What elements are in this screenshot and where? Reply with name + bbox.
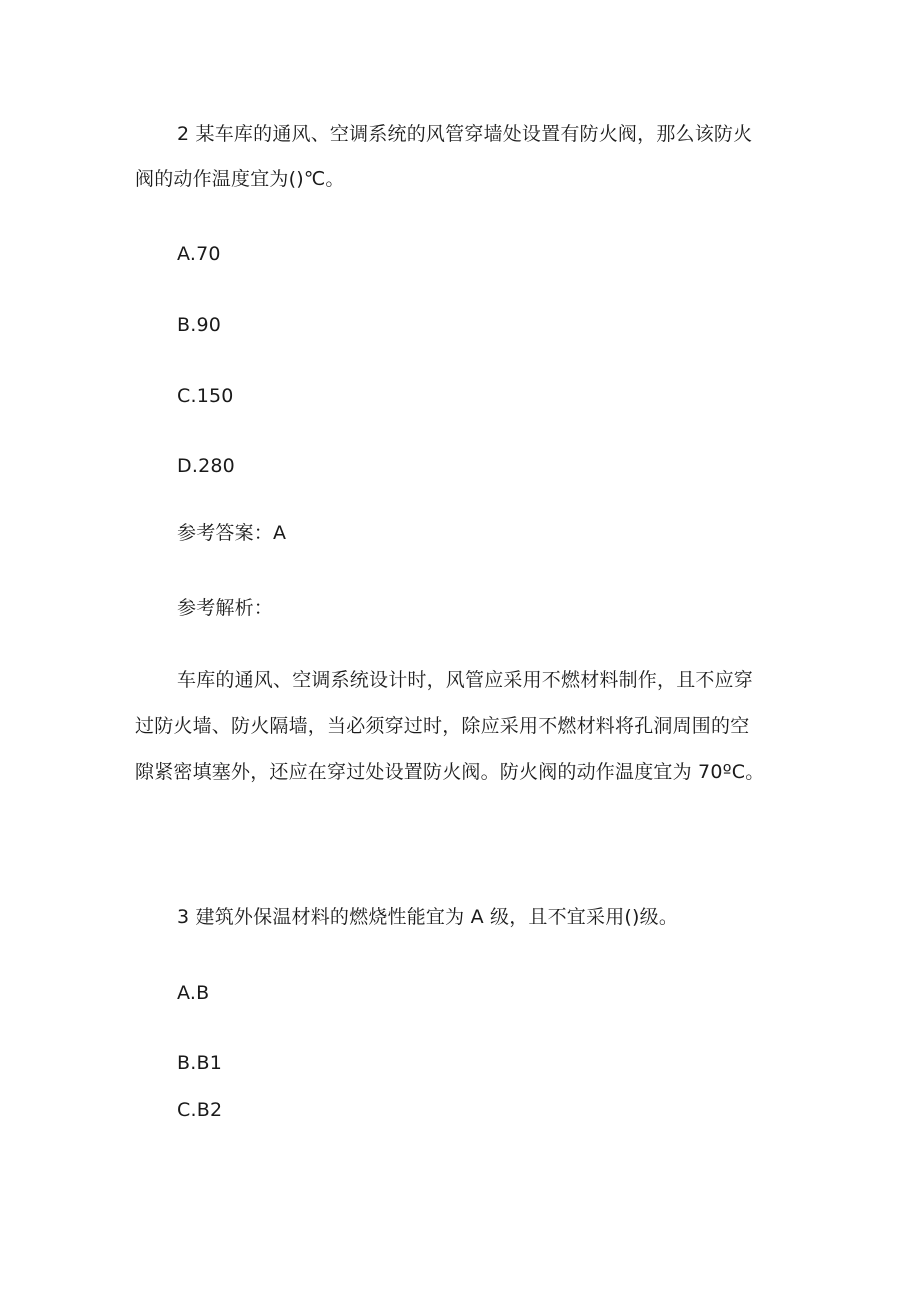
q2-option-b: B.90 <box>177 314 222 336</box>
q2-analysis-line-2: 过防火墙、防火隔墙，当必须穿过时，除应采用不燃材料将孔洞周围的空 <box>135 715 750 737</box>
q2-analysis-label: 参考解析： <box>177 597 274 619</box>
q3-stem: 3 建筑外保温材料的燃烧性能宜为 A 级，且不宜采用()级。 <box>177 906 679 928</box>
q2-option-a: A.70 <box>177 243 221 265</box>
q2-option-d: D.280 <box>177 455 235 477</box>
q2-analysis-line-3: 隙紧密填塞外，还应在穿过处设置防火阀。防火阀的动作温度宜为 70ºC。 <box>135 761 765 783</box>
q2-stem-line-2: 阀的动作温度宜为()℃。 <box>135 168 345 190</box>
q2-answer: 参考答案：A <box>177 522 287 544</box>
q2-analysis-line-1: 车库的通风、空调系统设计时，风管应采用不燃材料制作，且不应穿 <box>177 669 754 691</box>
q3-option-a: A.B <box>177 982 210 1004</box>
q3-option-b: B.B1 <box>177 1052 222 1074</box>
q2-option-c: C.150 <box>177 385 234 407</box>
q3-option-c: C.B2 <box>177 1099 223 1121</box>
q2-stem-line-1: 2 某车库的通风、空调系统的风管穿墙处设置有防火阀，那么该防火 <box>177 123 753 145</box>
